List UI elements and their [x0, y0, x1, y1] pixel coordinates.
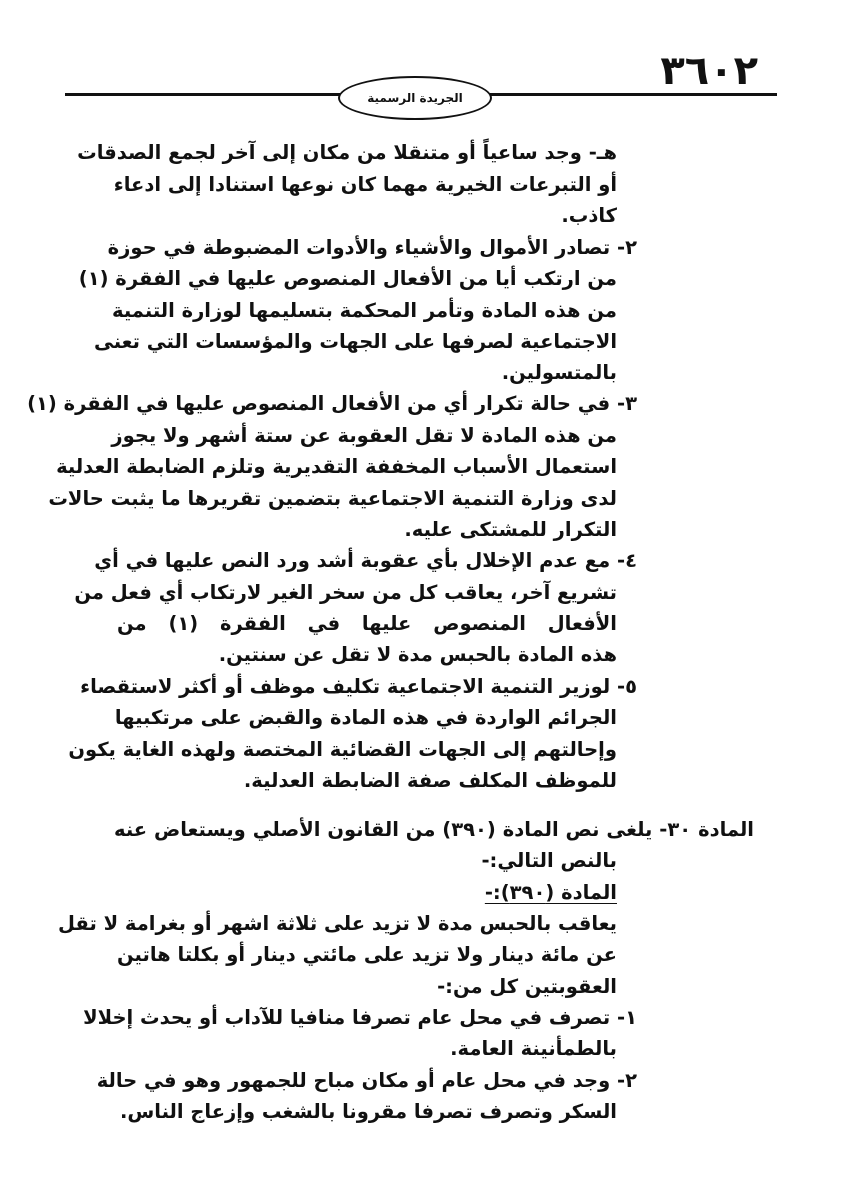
text-line: لدى وزارة التنمية الاجتماعية بتضمين تقريرها ما يثبت حالات	[48, 487, 617, 510]
text-line: ٤- مع عدم الإخلال بأي عقوبة أشد ورد النص عليها في أي	[94, 549, 637, 572]
page-number: ٣٦٠٢	[660, 48, 758, 94]
text-line: العقوبتين كل من:-	[437, 975, 617, 998]
text-line: للموظف المكلف صفة الضابطة العدلية.	[243, 769, 617, 792]
text-line: كاذب.	[561, 204, 617, 227]
text-line: ٢- وجد في محل عام أو مكان مباح للجمهور وهو في حالة	[96, 1069, 637, 1092]
text-line: ١- تصرف في محل عام تصرفا منافيا للآداب أو يحدث إخلالا	[83, 1006, 637, 1029]
text-line: الجرائم الواردة في هذه المادة والقبض على مرتكبيها	[114, 706, 617, 729]
text-line: ٥- لوزير التنمية الاجتماعية تكليف موظف أو أكثر لاستقصاء	[80, 675, 637, 698]
text-line: تشريع آخر، يعاقب كل من سخر الغير لارتكاب أي فعل من	[74, 581, 617, 604]
text-line: الاجتماعية لصرفها على الجهات والمؤسسات التي تعنى	[93, 330, 617, 353]
text-line: التكرار للمشتكى عليه.	[404, 518, 617, 541]
text-line: بالمتسولين.	[501, 361, 617, 384]
article-heading-line: المادة ٣٠- يلغى نص المادة (٣٩٠) من القانون الأصلي ويستعاض عنه	[114, 818, 754, 841]
text-line: أو التبرعات الخيرية مهما كان نوعها استنادا إلى ادعاء	[113, 173, 617, 196]
text-line: من ارتكب أيا من الأفعال المنصوص عليها في الفقرة (١)	[78, 267, 617, 290]
text-line: ٣- في حالة تكرار أي من الأفعال المنصوص عليها في الفقرة (١)	[27, 392, 637, 415]
text-line: بالنص التالي:-	[481, 849, 617, 872]
text-line: من هذه المادة وتأمر المحكمة بتسليمها لوزارة التنمية	[112, 299, 617, 322]
text-line: السكر وتصرف تصرفا مقرونا بالشغب وإزعاج الناس.	[119, 1100, 617, 1123]
text-line: هـ- وجد ساعياً أو متنقلا من مكان إلى آخر لجمع الصدقات	[77, 141, 617, 164]
article-title: المادة (٣٩٠):-	[484, 881, 617, 904]
text-line: بالطمأنينة العامة.	[450, 1037, 617, 1060]
text-line: من هذه المادة لا تقل العقوبة عن ستة أشهر ولا يجوز	[111, 424, 617, 447]
text-line: وإحالتهم إلى الجهات القضائية المختصة ولهذه الغاية يكون	[68, 738, 617, 761]
text-line: الأفعال المنصوص عليها في الفقرة (١) من	[117, 612, 617, 635]
text-line: يعاقب بالحبس مدة لا تزيد على ثلاثة اشهر أو بغرامة لا تقل	[58, 912, 617, 935]
publication-name: الجريدة الرسمية	[367, 91, 463, 105]
text-line: استعمال الأسباب المخففة التقديرية وتلزم الضابطة العدلية	[56, 455, 617, 478]
text-line: عن مائة دينار ولا تزيد على مائتي دينار أو بكلتا هاتين	[117, 943, 617, 966]
publication-badge	[338, 76, 492, 120]
text-line: ٢- تصادر الأموال والأشياء والأدوات المضبوطة في حوزة	[107, 236, 637, 259]
text-line: هذه المادة بالحبس مدة لا تقل عن سنتين.	[218, 643, 617, 666]
